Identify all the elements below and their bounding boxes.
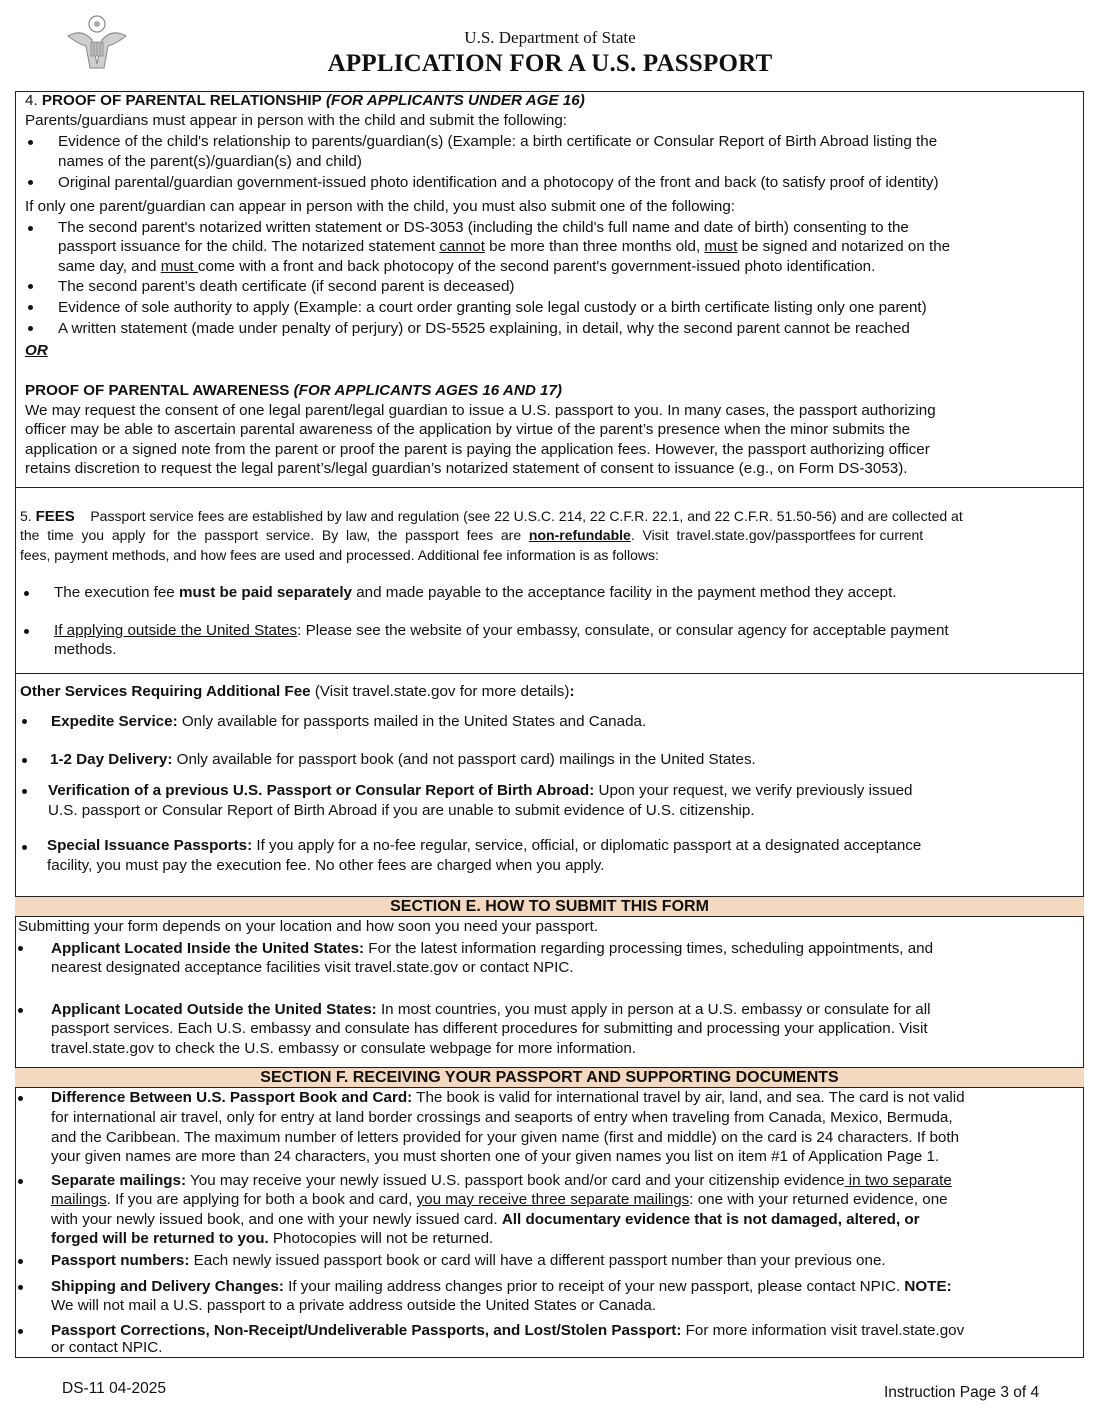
s5-line-3: fees, payment methods, and how fees are used and processed. Additional fee information is as follows:: [20, 547, 659, 563]
s5-line-2: the time you apply for the passport service. By law, the passport fees are non-refundable. Visit travel.state.gov/passportfees for current: [20, 527, 924, 543]
expedite-service: Expedite Service: Only available for passports mailed in the United States and Canada.: [51, 713, 647, 730]
section-e-header: SECTION E. HOW TO SUBMIT THIS FORM: [15, 896, 1084, 917]
book-vs-card: Difference Between U.S. Passport Book and Card: The book is valid for international travel by air, land, and sea. The card is not valid: [51, 1089, 965, 1106]
bullet: [18, 946, 23, 951]
outside-us: Applicant Located Outside the United States: In most countries, you must apply in person at a U.S. embassy or consulate for all: [51, 1001, 931, 1018]
book-vs-card-cont-3: your given names are more than 24 characters, you must shorten one of your given names you list on item #1 of Application Page 1.: [51, 1148, 940, 1165]
book-vs-card-cont-1: for international air travel, only for entry at land border crossings and seaports of entry when traveling from Canada, Mexico, Bermuda,: [51, 1109, 953, 1126]
book-vs-card-cont-2: and the Caribbean. The maximum number of letters provided for your given name (first and middle) on the card is 24 characters. If both: [51, 1129, 960, 1146]
passport-numbers: Passport numbers: Each newly issued passport book or card will have a different passport number than your previous one.: [51, 1252, 886, 1269]
bullet: [28, 226, 33, 231]
frame-bottom: [15, 1357, 1084, 1358]
bullet: [28, 305, 33, 310]
separate-mailings-cont-2: with your newly issued book, and one with your newly issued card. All documentary evidence that is not damaged, altered, or: [51, 1211, 920, 1228]
frame-left: [15, 91, 16, 1357]
s4-heading: 4. PROOF OF PARENTAL RELATIONSHIP (FOR APPLICANTS UNDER AGE 16): [25, 92, 585, 109]
bullet: [22, 845, 27, 850]
special-issuance-cont: facility, you must pay the execution fee. No other fees are charged when you apply.: [47, 857, 605, 874]
inside-us: Applicant Located Inside the United States: For the latest information regarding processing times, scheduling appointments, and: [51, 940, 934, 957]
bullet: [18, 1329, 23, 1334]
separate-mailings: Separate mailings: You may receive your newly issued U.S. passport book and/or card and your citizenship evidence in two separate: [51, 1172, 952, 1189]
s4-intro-2: If only one parent/guardian can appear in person with the child, you must also submit one of the following:: [25, 198, 736, 215]
shipping-changes: Shipping and Delivery Changes: If your mailing address changes prior to receipt of your new passport, please contact NPIC. NOTE:: [51, 1278, 952, 1295]
other-services-heading: Other Services Requiring Additional Fee (Visit travel.state.gov for more details):: [20, 683, 575, 700]
bullet: [22, 789, 27, 794]
frame-right: [1083, 91, 1084, 1357]
s5-line-1: 5. FEES Passport service fees are established by law and regulation (see 22 U.S.C. 214, 22 C.F.R. 22.1, and 22 C.F.R. 51.50-56) and are collected at: [20, 508, 963, 525]
bullet: [28, 326, 33, 331]
form-title: APPLICATION FOR A U.S. PASSPORT: [327, 50, 773, 77]
awareness-line-2: officer may be able to ascertain parental awareness of the application by virtue of the parent’s presence when the minor submits the: [25, 421, 911, 438]
bullet: [18, 1179, 23, 1184]
s4-bullet-1-line-1: Evidence of the child's relationship to parents/guardian(s) (Example: a birth certificate or Consular Report of Birth Abroad listing the: [58, 133, 938, 150]
passport-corrections: Passport Corrections, Non-Receipt/Undeliverable Passports, and Lost/Stolen Passport: For more information visit travel.state.gov: [51, 1322, 965, 1339]
outside-us-cont-1: passport services. Each U.S. embassy and consulate has different procedures for submitting and processing your application. Visit: [51, 1020, 928, 1037]
special-issuance: Special Issuance Passports: If you apply for a no-fee regular, service, official, or diplomatic passport at a designated acceptance: [47, 837, 922, 854]
s4-bullet-1-line-2: names of the parent(s)/guardian(s) and child): [58, 153, 362, 170]
bullet: [18, 1096, 23, 1101]
bullet: [24, 629, 29, 634]
bullet: [18, 1008, 23, 1013]
verification-service-cont: U.S. passport or Consular Report of Birth Abroad if you are unable to submit evidence of U.S. citizenship.: [48, 802, 755, 819]
divider-s5-other: [15, 673, 1084, 674]
s5-bullet-2: If applying outside the United States: Please see the website of your embassy, consulate, or consular agency for acceptable payment: [54, 622, 949, 639]
s4-bullet-4: The second parent’s death certificate (if second parent is deceased): [58, 278, 515, 295]
s4-intro: Parents/guardians must appear in person with the child and submit the following:: [25, 112, 567, 129]
section-e-intro: Submitting your form depends on your location and how soon you need your passport.: [18, 918, 599, 935]
bullet: [22, 758, 27, 763]
bullet: [28, 140, 33, 145]
separate-mailings-cont-3: forged will be returned to you. Photocopies will not be returned.: [51, 1230, 494, 1247]
bullet: [18, 1285, 23, 1290]
or-label: OR: [25, 342, 48, 359]
bullet: [18, 1259, 23, 1264]
bullet: [24, 591, 29, 596]
shipping-changes-cont: We will not mail a U.S. passport to a private address outside the United States or Canada.: [51, 1297, 657, 1314]
bullet: [28, 180, 33, 185]
form-id: DS-11 04-2025: [62, 1380, 166, 1397]
department-name: U.S. Department of State: [464, 28, 636, 47]
s5-bullet-1: The execution fee must be paid separately and made payable to the acceptance facility in the payment method they accept.: [54, 584, 897, 601]
divider-s4-s5: [15, 487, 1084, 488]
separate-mailings-cont-1: mailings. If you are applying for both a book and card, you may receive three separate mailings: one with your returned evidence, one: [51, 1191, 948, 1208]
day-delivery: 1-2 Day Delivery: Only available for passport book (and not passport card) mailings in the United States.: [50, 751, 756, 768]
s4-bullet-3-line-1: The second parent's notarized written statement or DS-3053 (including the child's full name and date of birth) consenting to the: [58, 219, 909, 236]
s4-bullet-3-line-2: passport issuance for the child. The notarized statement cannot be more than three months old, must be signed and notarized on the: [58, 238, 951, 255]
s4-bullet-3-line-3: same day, and must come with a front and back photocopy of the second parent's government-issued photo identification.: [58, 258, 876, 275]
awareness-line-3: application or a signed note from the parent or proof the parent is paying the application fees. However, the passport authorizing officer: [25, 441, 930, 458]
awareness-heading: PROOF OF PARENTAL AWARENESS (FOR APPLICANTS AGES 16 AND 17): [25, 382, 562, 399]
s5-bullet-2-cont: methods.: [54, 641, 117, 658]
awareness-line-1: We may request the consent of one legal parent/legal guardian to issue a U.S. passport to you. In many cases, the passport authorizing: [25, 402, 936, 419]
s4-bullet-2: Original parental/guardian government-issued photo identification and a photocopy of the front and back (to satisfy proof of identity): [58, 174, 939, 191]
verification-service: Verification of a previous U.S. Passport or Consular Report of Birth Abroad: Upon your request, we verify previously issued: [48, 782, 913, 799]
page-number: Instruction Page 3 of 4: [884, 1384, 1040, 1401]
s4-bullet-6: A written statement (made under penalty of perjury) or DS-5525 explaining, in detail, why the second parent cannot be reached: [58, 320, 910, 337]
inside-us-cont: nearest designated acceptance facilities visit travel.state.gov or contact NPIC.: [51, 959, 574, 976]
passport-corrections-cont: or contact NPIC.: [51, 1339, 163, 1356]
awareness-line-4: retains discretion to request the legal parent’s/legal guardian’s notarized statement of consent to issuance (e.g., on Form DS-3053).: [25, 460, 908, 477]
section-f-header: SECTION F. RECEIVING YOUR PASSPORT AND SUPPORTING DOCUMENTS: [15, 1067, 1084, 1088]
bullet: [22, 719, 27, 724]
s4-bullet-5: Evidence of sole authority to apply (Example: a court order granting sole legal custody or a birth certificate listing only one parent): [58, 299, 927, 316]
outside-us-cont-2: travel.state.gov to check the U.S. embassy or consulate webpage for more information.: [51, 1040, 637, 1057]
bullet: [28, 284, 33, 289]
